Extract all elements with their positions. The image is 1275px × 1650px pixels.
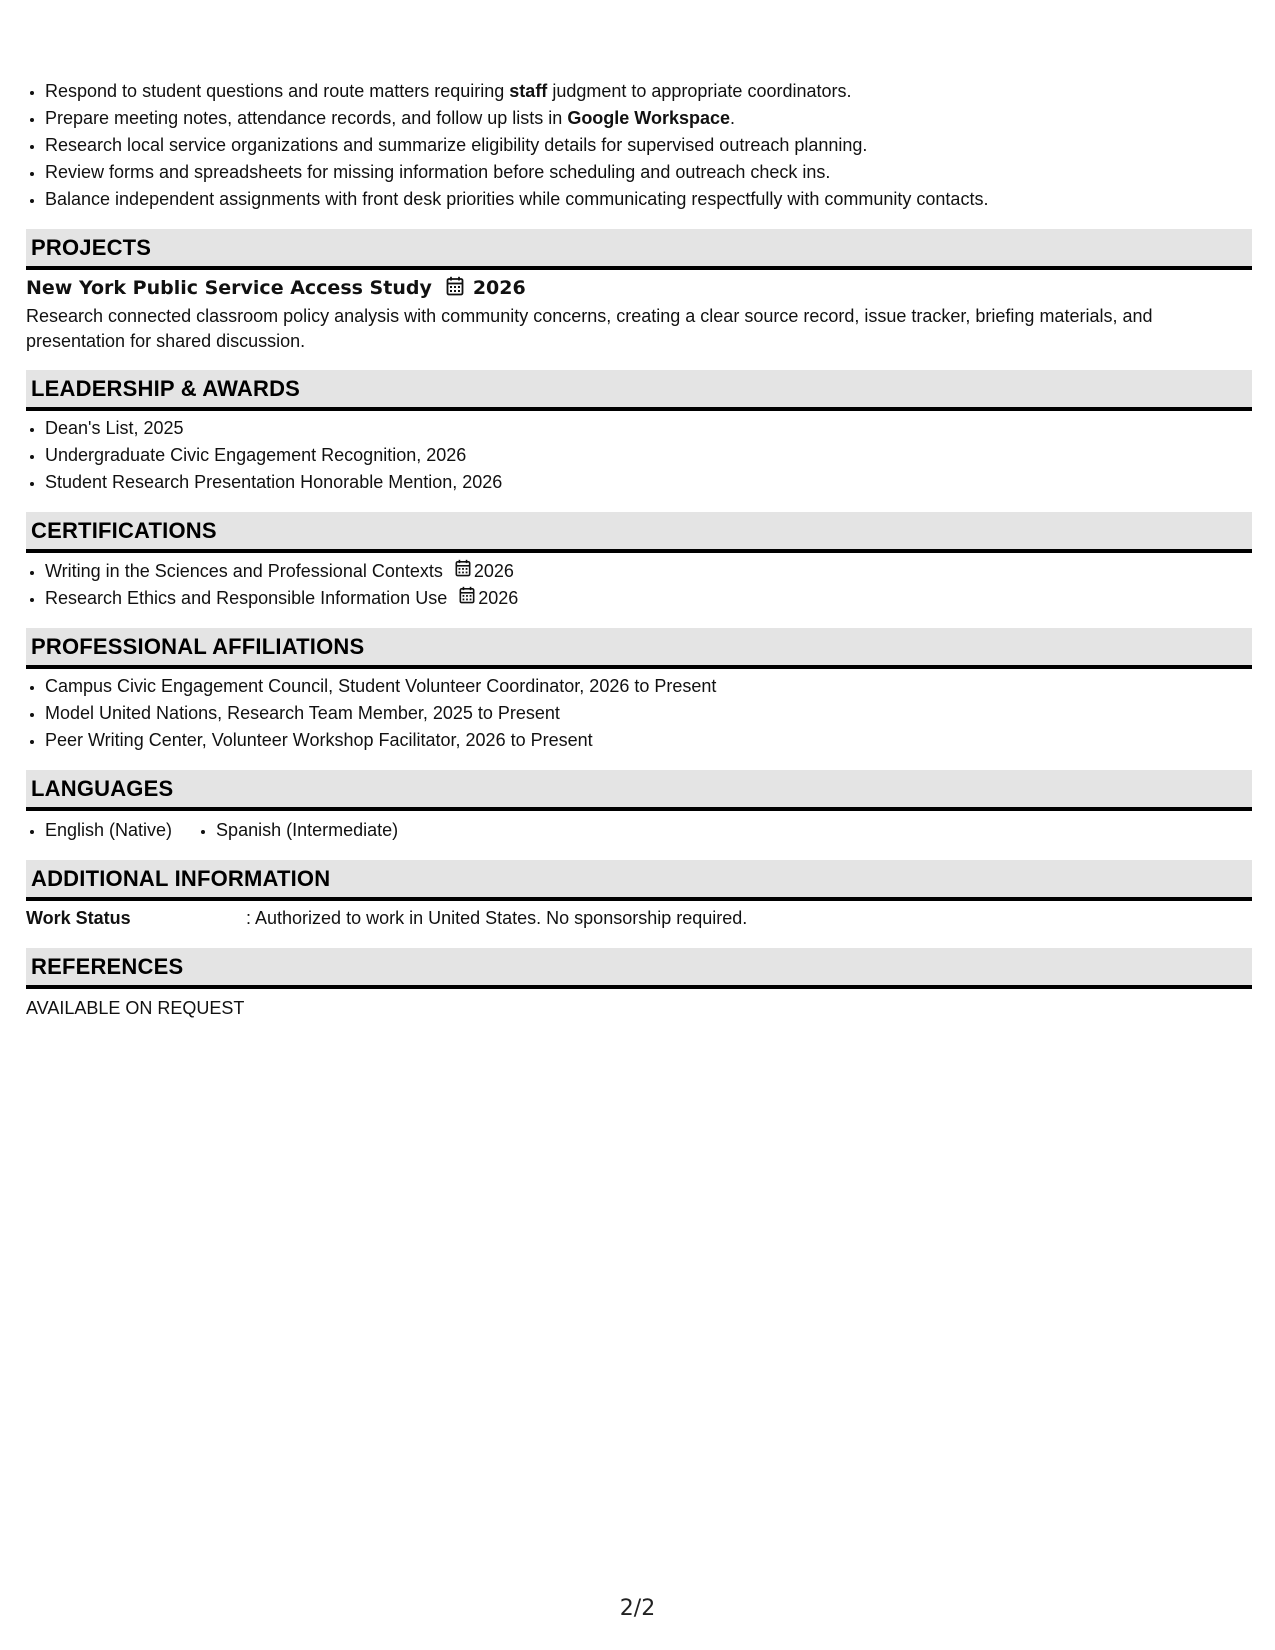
projects-body — [26, 270, 1252, 354]
language-item: • English (Native) — [45, 817, 172, 844]
certification-year: 2026 — [473, 561, 514, 581]
experience-bullet: • Research local service organizations and summarize eligibility details for supervised outreach planning. — [45, 132, 1252, 159]
experience-bullet: • Review forms and spreadsheets for missing information before scheduling and outreach check ins. — [45, 159, 1252, 186]
info-value: : Authorized to work in United States. No sponsorship required. — [246, 908, 748, 928]
certification-name: • Writing in the Sciences and Professional Contexts — [45, 561, 443, 581]
certification-name: • Research Ethics and Responsible Information Use — [45, 588, 448, 608]
info-label: Work Status — [26, 908, 131, 928]
additional-info-section — [26, 860, 1252, 932]
project-heading — [26, 272, 1252, 304]
list-item: • Peer Writing Center, Volunteer Workshop Facilitator, 2026 to Present — [45, 727, 1252, 754]
experience-bullet: • Prepare meeting notes, attendance records, and follow up lists in Google Workspace. — [45, 105, 1252, 132]
page-number: 2/2 — [619, 1596, 656, 1621]
section-title: REFERENCES — [31, 953, 184, 979]
experience-bullet-list — [26, 78, 1252, 213]
info-row — [26, 905, 1252, 932]
affiliations-body — [26, 669, 1252, 754]
section-header — [26, 229, 1252, 270]
list-item — [45, 585, 1252, 612]
project-description: Research connected classroom policy analysis with community concerns, creating a clear source record, issue tracker, briefing materials, and presentation for shared discussion. — [26, 306, 1153, 351]
section-header — [26, 770, 1252, 811]
section-header — [26, 628, 1252, 669]
section-title: PROFESSIONAL AFFILIATIONS — [31, 633, 365, 659]
project-year: 2026 — [472, 277, 526, 299]
section-title: PROJECTS — [31, 234, 152, 260]
additional-info-body — [26, 901, 1252, 932]
section-header — [26, 370, 1252, 411]
language-item: • Spanish (Intermediate) — [216, 817, 398, 844]
project-name: New York Public Service Access Study — [26, 277, 432, 299]
leadership-body — [26, 411, 1252, 496]
calendar-icon — [455, 558, 471, 585]
experience-bullet: • Balance independent assignments with front desk priorities while communicating respectfully with community contacts. — [45, 186, 1252, 213]
languages-list — [26, 817, 1252, 844]
affiliations-list — [26, 673, 1252, 754]
list-item: • Student Research Presentation Honorable Mention, 2026 — [45, 469, 1252, 496]
languages-body — [26, 811, 1252, 844]
section-header — [26, 948, 1252, 989]
list-item: • Dean's List, 2025 — [45, 415, 1252, 442]
section-header — [26, 512, 1252, 553]
list-item: • Model United Nations, Research Team Member, 2025 to Present — [45, 700, 1252, 727]
section-title: LANGUAGES — [31, 775, 174, 801]
list-item — [45, 558, 1252, 585]
certification-date — [455, 558, 514, 585]
resume-content — [26, 78, 1252, 1022]
projects-section — [26, 229, 1252, 354]
references-text: AVAILABLE ON REQUEST — [26, 998, 245, 1018]
section-title: LEADERSHIP & AWARDS — [31, 375, 301, 401]
experience-bullet: • Respond to student questions and route matters requiring staff judgment to appropriate coordinators. — [45, 78, 1252, 105]
calendar-icon — [446, 276, 464, 301]
certification-date — [459, 585, 518, 612]
leadership-section — [26, 370, 1252, 496]
references-section — [26, 948, 1252, 1022]
affiliations-section — [26, 628, 1252, 754]
certification-year: 2026 — [478, 588, 519, 608]
certifications-body — [26, 553, 1252, 612]
section-header — [26, 860, 1252, 901]
certifications-list — [26, 558, 1252, 612]
certifications-section — [26, 512, 1252, 612]
list-item: • Undergraduate Civic Engagement Recognition, 2026 — [45, 442, 1252, 469]
leadership-list — [26, 415, 1252, 496]
languages-section — [26, 770, 1252, 844]
calendar-icon — [459, 585, 475, 612]
section-title: ADDITIONAL INFORMATION — [31, 865, 331, 891]
section-title: CERTIFICATIONS — [31, 517, 217, 543]
references-body — [26, 989, 1252, 1022]
list-item: • Campus Civic Engagement Council, Student Volunteer Coordinator, 2026 to Present — [45, 673, 1252, 700]
